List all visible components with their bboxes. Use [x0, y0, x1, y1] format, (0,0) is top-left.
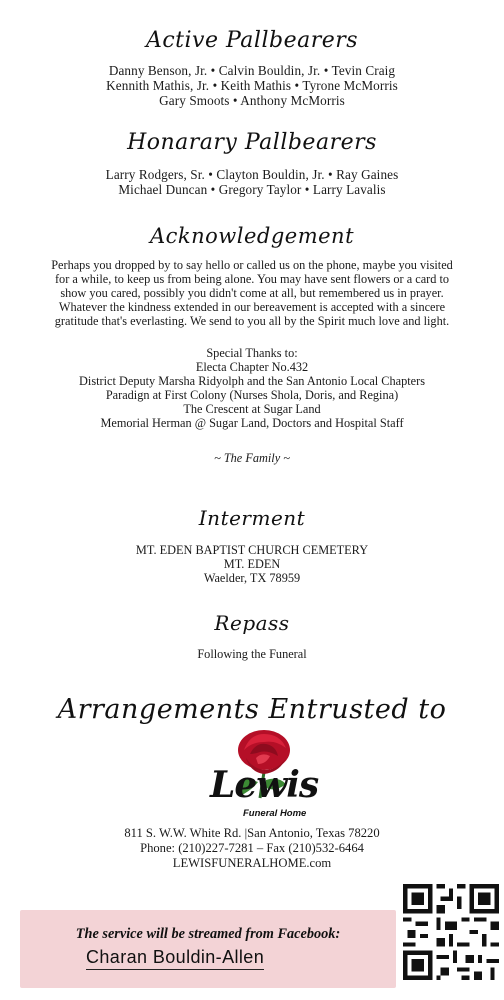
lewis-logo-word: Lewis [210, 764, 319, 806]
acknowledgement-line: gratitude that's everlasting. We send to you all by the Spirit much love and light. [54, 314, 450, 328]
family-signature: ~ The Family ~ [214, 451, 290, 465]
arrangements-heading: Arrangements Entrusted to [57, 694, 447, 725]
thanks-line: Electa Chapter No.432 [195, 360, 309, 374]
stream-title: The service will be streamed from Facebook: [75, 926, 341, 942]
active-pallbearers-heading: Active Pallbearers [145, 28, 359, 53]
pallbearer-line: Gary Smoots • Anthony McMorris [159, 93, 345, 108]
honorary-pallbearers-heading: Honarary Pallbearers [127, 130, 377, 155]
pallbearer-line: Larry Rodgers, Sr. • Clayton Bouldin, Jr. • Ray Gaines [105, 167, 399, 182]
lewis-logo-subtitle: Funeral Home [243, 808, 307, 819]
interment-line: MT. EDEN BAPTIST CHURCH CEMETERY [135, 543, 369, 557]
pallbearer-line: Kennith Mathis, Jr. • Keith Mathis • Tyrone McMorris [106, 78, 398, 93]
acknowledgement-line: Whatever the kindness extended in our bereavement is accepted with a sincere [58, 300, 446, 314]
thanks-line: Special Thanks to: [206, 346, 298, 360]
pallbearer-line: Michael Duncan • Gregory Taylor • Larry Lavalis [118, 182, 386, 197]
stream-banner [20, 910, 396, 988]
thanks-line: Memorial Herman @ Sugar Land, Doctors and Hospital Staff [100, 416, 404, 430]
pallbearer-line: Danny Benson, Jr. • Calvin Bouldin, Jr. • Tevin Craig [108, 63, 396, 78]
funeral-home-phone: Phone: (210)227-7281 – Fax (210)532-6464 [140, 841, 364, 855]
qr-code[interactable] [398, 880, 504, 984]
acknowledgement-line: Perhaps you dropped by to say hello or called us on the phone, maybe you visited [51, 258, 453, 272]
repass-text: Following the Funeral [197, 647, 307, 661]
thanks-line: The Crescent at Sugar Land [183, 402, 321, 416]
acknowledgement-heading: Acknowledgement [149, 224, 355, 248]
funeral-home-address: 811 S. W.W. White Rd. |San Antonio, Texas 78220 [124, 826, 380, 840]
funeral-home-website: LEWISFUNERALHOME.com [172, 856, 332, 870]
interment-line: MT. EDEN [223, 557, 281, 571]
stream-facebook-name[interactable]: Charan Bouldin-Allen [86, 947, 264, 970]
repass-heading: Repass [214, 611, 290, 635]
interment-heading: Interment [198, 506, 306, 530]
thanks-line: District Deputy Marsha Ridyolph and the San Antonio Local Chapters [79, 374, 425, 388]
acknowledgement-line: show you cared, possibly you didn't come at all, but remembered us in prayer. [60, 286, 444, 300]
acknowledgement-line: for a while, to keep us from being alone. You may have sent flowers or a card to [54, 272, 450, 286]
interment-line: Waelder, TX 78959 [203, 571, 301, 585]
thanks-line: Paradign at First Colony (Nurses Shola, Doris, and Regina) [105, 388, 399, 402]
